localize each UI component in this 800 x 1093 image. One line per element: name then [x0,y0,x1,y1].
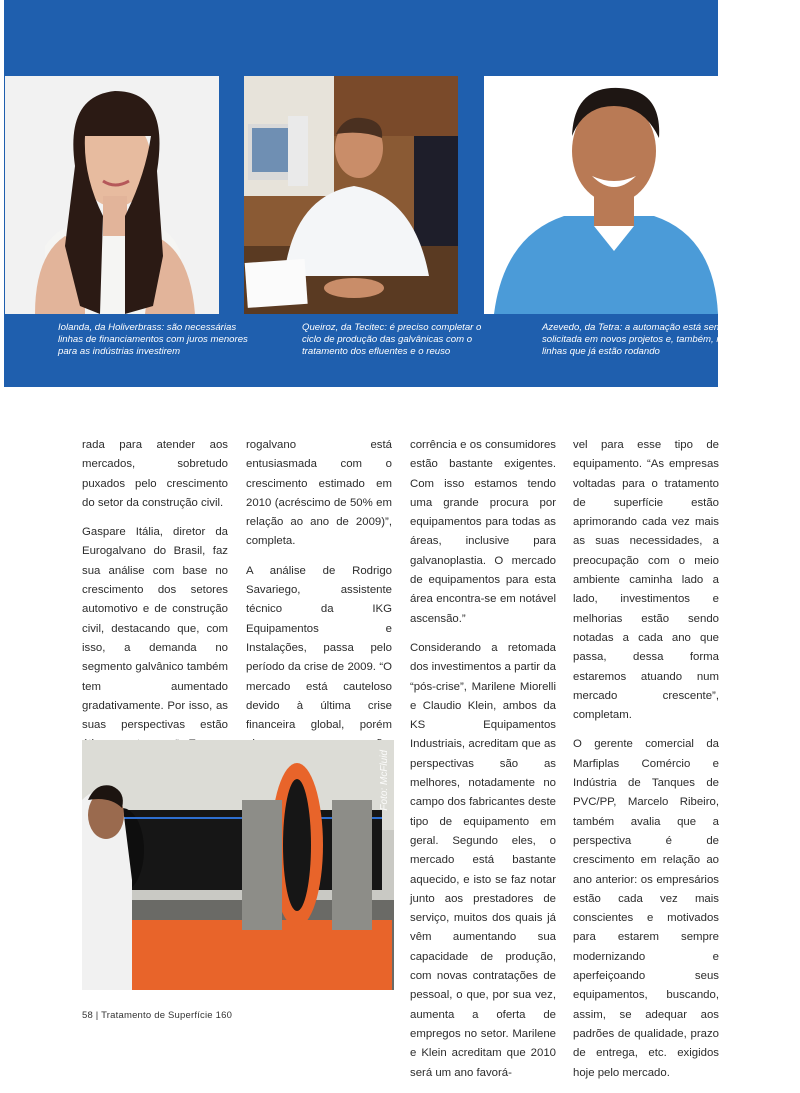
paragraph: rada para atender aos mercados, sobretudo puxados pelo crescimento do setor da construção civil. [82,439,228,509]
caption-azevedo: Azevedo, da Tetra: a automação está sendo solicitada em novos projetos e, também, nas linhas que já estão rodando [542,322,732,357]
photo-credit: Foto: McFluid [379,750,390,811]
paragraph: Considerando a retomada dos investimentos a partir da “pós-crise”, Marilene Miorelli e Claudio Klein, ambos da KS Equipamentos Industriais, acreditam que as perspectivas são as melhores, notadamente no campo dos fabricantes deste tipo de equipamento em geral. Segundo eles, o mercado está bastante aquecido, e isto se faz notar junto aos prestadores de serviço, muitos dos quais já vêm aumentando sua capacidade de produção, com novas contratações de pessoal, o que, por sua vez, aumenta a oferta de empregos no setor. Marilene e Klein acreditam que 2010 será um ano favorá- [410,641,556,1079]
caption-iolanda: Iolanda, da Holiverbrass: são necessárias linhas de financiamentos com juros menores para as indústrias investirem [58,322,248,357]
article-column-1 [82,436,228,765]
machine-photo [82,740,394,990]
photo-queiroz [244,76,458,314]
article-column-3 [410,436,556,1093]
paragraph: vel para esse tipo de equipamento. “As empresas voltadas para o tratamento de superfície estão aprimorando cada vez mais as suas necessidades, a preocupação com o meio ambiente caminha lado a lado, investimentos e melhorias estão sendo notadas a cada ano que passa, dessa forma estaremos atuando num mercado crescente”, completam. [573,439,719,722]
paragraph: A análise de Rodrigo Savariego, assistente técnico da IKG Equipamentos e Instalações, passa pelo período da crise de 2009. “O mercado está cauteloso devido à última crise financeira global, porém [246,564,392,732]
photo-iolanda [5,76,219,314]
paragraph: O gerente comercial da Marfiplas Comércio e Indústria de Tanques de PVC/PP, Marcelo Ribeiro, também avalia que a perspectiva é de crescimento em relação ao ano anterior: os empresários estão cada vez mais conscientes e motivados para estarem sempre modernizando e aperfeiçoando seus equipamentos, buscando, assim, se adequar aos padrões de qualidade, prazo de entrega, etc. exigidos hoje pelo mercado. [573,738,719,1079]
article-column-4 [573,436,719,1093]
photo-azevedo [484,76,718,314]
paragraph: Gaspare Itália, diretor da Eurogalvano do Brasil, faz sua análise com base no crescimento dos setores automotivo e de construção civil, destacando que, com isso, a demanda no segmento galvânico também tem aumentado gradativamente. Por isso, as suas perspectivas estão [82,526,228,732]
caption-queiroz: Queiroz, da Tecitec: é preciso completar o ciclo de produção das galvânicas com o tratamento dos efluentes e o reuso [302,322,482,357]
paragraph: corrência e os consumidores estão bastante exigentes. Com isso estamos tendo uma grande procura por equipamentos para todas as áreas, inclusive para galvanoplastia. O mercado de equipamentos para esta área encontra-se em notável ascensão.” [410,439,556,625]
paragraph: rogalvano está entusiasmada com o crescimento estimado em 2010 (acréscimo de 50% em relação ao ano de 2009)”, completa. [246,439,392,548]
page-footer: 58 | Tratamento de Superfície 160 [82,1010,233,1021]
